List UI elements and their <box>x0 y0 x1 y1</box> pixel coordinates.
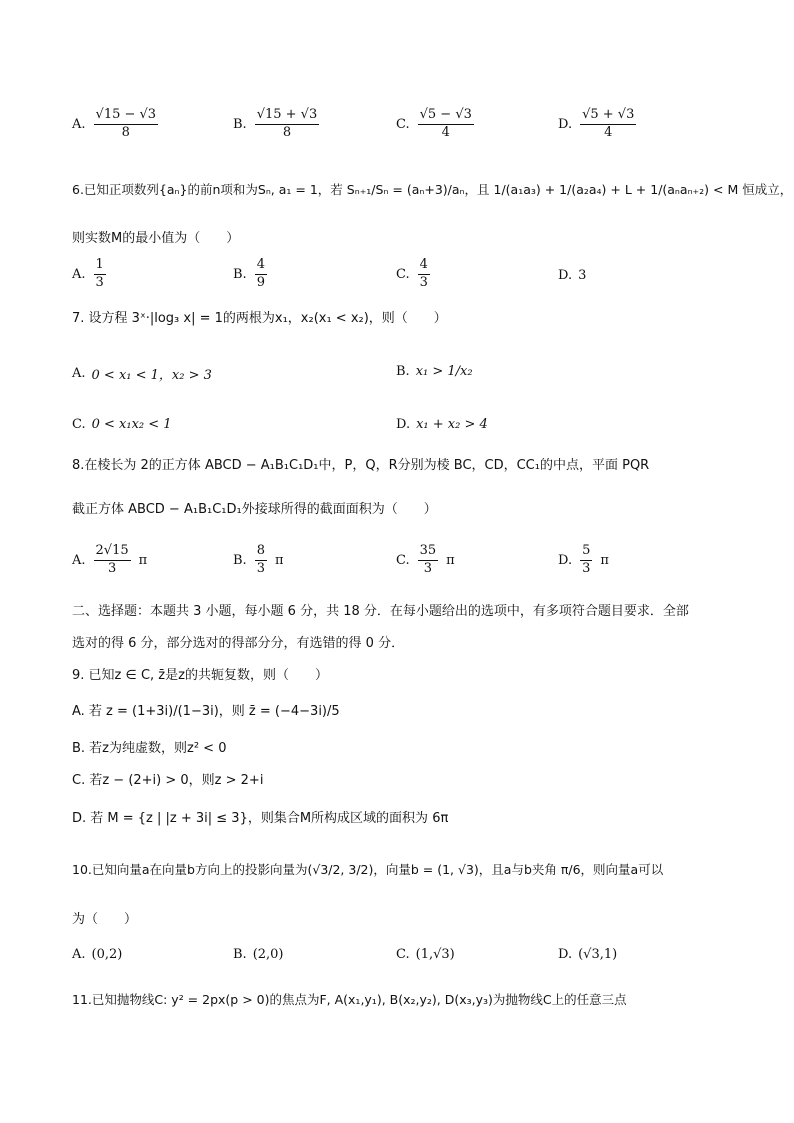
option-label: B. <box>233 947 247 962</box>
option-label: C. <box>396 552 410 568</box>
q10-stem-line2: 为（ ） <box>72 912 138 927</box>
q11-stem-line1: 11.已知抛物线C: y² = 2px(p > 0)的焦点为F, A(x₁,y₁), B(x₂,y₂), D(x₃,y₃)为抛物线C上的任意三点 <box>72 992 627 1007</box>
option-label: D. <box>558 552 573 568</box>
q6-option-d <box>558 268 586 283</box>
option-label: C. <box>396 947 410 962</box>
q6-option-a <box>72 258 108 291</box>
fraction: $\frac{√5 - √3}{4}$ <box>419 107 472 140</box>
fraction: $\frac{√15 + √3}{8}$ <box>256 107 318 140</box>
q10-option-b <box>233 947 284 962</box>
q10-stem-line1: 10.已知向量a在向量b方向上的投影向量为(√3/2, 3/2)，向量b = (1, √3)，且a与b夹角 π/6，则向量a可以 <box>72 862 664 877</box>
q9-option-b: B. 若z为纯虚数，则z² < 0 <box>72 741 227 756</box>
option-value: (0,2) <box>91 947 123 962</box>
section2-intro-line1: 二、选择题：本题共 3 小题，每小题 6 分，共 18 分．在每小题给出的选项中，有多项符合题目要求．全部 <box>72 604 689 619</box>
pi-symbol: π <box>274 552 284 568</box>
pi-symbol: π <box>138 552 148 568</box>
q9-option-c: C. 若z − (2+i) > 0，则z > 2+i <box>72 773 264 788</box>
option-label: A. <box>72 366 86 381</box>
option-value: x₁ > 1/x₂ <box>415 364 473 379</box>
fraction: $\frac{1}{3}$ <box>95 257 104 290</box>
q8-stem-line1: 8.在棱长为 2的正方体 ABCD − A₁B₁C₁D₁中，P，Q，R分别为棱 BC，CD，CC₁的中点，平面 PQR <box>72 458 650 473</box>
option-label: B. <box>233 266 247 282</box>
fraction: $\frac{√5 + √3}{4}$ <box>582 107 635 140</box>
fraction: $\frac{√15 - √3}{8}$ <box>95 107 157 140</box>
option-label: D. <box>558 116 573 132</box>
q7-option-b <box>396 364 473 379</box>
fraction: $\frac{4}{9}$ <box>256 257 265 290</box>
q8-option-c <box>396 544 455 577</box>
fraction: $\frac{5}{3}$ <box>582 543 591 576</box>
q6-stem-line1: 6.已知正项数列{aₙ}的前n项和为Sₙ, a₁ = 1，若 Sₙ₊₁/Sₙ = (aₙ+3)/aₙ，且 1/(a₁a₃) + 1/(a₂a₄) + L + 1/(aₙaₙ₊₂) < M 恒成立， <box>72 182 793 197</box>
fraction: $\frac{8}{3}$ <box>256 543 265 576</box>
q5-option-a <box>72 108 160 141</box>
pi-symbol: π <box>446 552 455 568</box>
q8-stem-line2: 截正方体 ABCD − A₁B₁C₁D₁外接球所得的截面面积为（ ） <box>72 502 437 517</box>
q8-option-b <box>233 544 284 577</box>
q6-stem-line2: 则实数M的最小值为（ ） <box>72 231 240 246</box>
option-label: D. <box>558 947 573 962</box>
option-label: A. <box>72 266 86 282</box>
option-value: 0 < x₁x₂ < 1 <box>91 417 172 432</box>
q6-option-b <box>233 258 269 291</box>
option-label: C. <box>72 417 86 432</box>
option-value: 0 < x₁ < 1，x₂ > 3 <box>91 368 212 383</box>
q5-option-b <box>233 108 321 141</box>
section2-intro-line2: 选对的得 6 分，部分选对的得部分分，有选错的得 0 分． <box>72 636 405 651</box>
q7-stem: 7. 设方程 3ˣ·|log₃ x| = 1的两根为x₁，x₂(x₁ < x₂)，则（ ） <box>72 311 447 326</box>
option-label: C. <box>396 116 410 132</box>
fraction: $\frac{2√15}{3}$ <box>95 543 129 576</box>
option-label: A. <box>72 116 86 132</box>
q5-option-c <box>396 108 476 141</box>
q7-option-a <box>72 364 212 383</box>
q7-option-c <box>72 417 172 432</box>
q10-option-c <box>396 947 455 962</box>
fraction: $\frac{35}{3}$ <box>419 543 437 576</box>
q8-option-a <box>72 544 147 577</box>
option-value: (1,√3) <box>415 947 455 962</box>
q9-option-d: D. 若 M = {z | |z + 3i| ≤ 3}，则集合M所构成区域的面积为 6π <box>72 811 449 826</box>
option-label: A. <box>72 947 86 962</box>
option-label: B. <box>396 364 410 379</box>
option-value: (2,0) <box>252 947 284 962</box>
option-value: 3 <box>578 268 587 283</box>
q10-option-a <box>72 947 122 962</box>
option-value: (√3,1) <box>578 947 618 962</box>
pi-symbol: π <box>600 552 609 568</box>
option-label: B. <box>233 116 247 132</box>
q7-option-d <box>396 417 488 432</box>
option-label: D. <box>396 417 411 432</box>
fraction: $\frac{4}{3}$ <box>419 257 428 290</box>
q6-option-c <box>396 258 432 291</box>
option-label: D. <box>558 268 573 283</box>
option-label: A. <box>72 552 86 568</box>
option-label: C. <box>396 266 410 282</box>
q8-option-d <box>558 544 609 577</box>
option-label: B. <box>233 552 247 568</box>
q9-option-a: A. 若 z = (1+3i)/(1−3i)，则 z̄ = (−4−3i)/5 <box>72 704 340 719</box>
q9-stem: 9. 已知z ∈ C, z̄是z的共轭复数，则（ ） <box>72 668 328 683</box>
q10-option-d <box>558 947 617 962</box>
q5-option-d <box>558 108 638 141</box>
option-value: x₁ + x₂ > 4 <box>416 417 488 432</box>
